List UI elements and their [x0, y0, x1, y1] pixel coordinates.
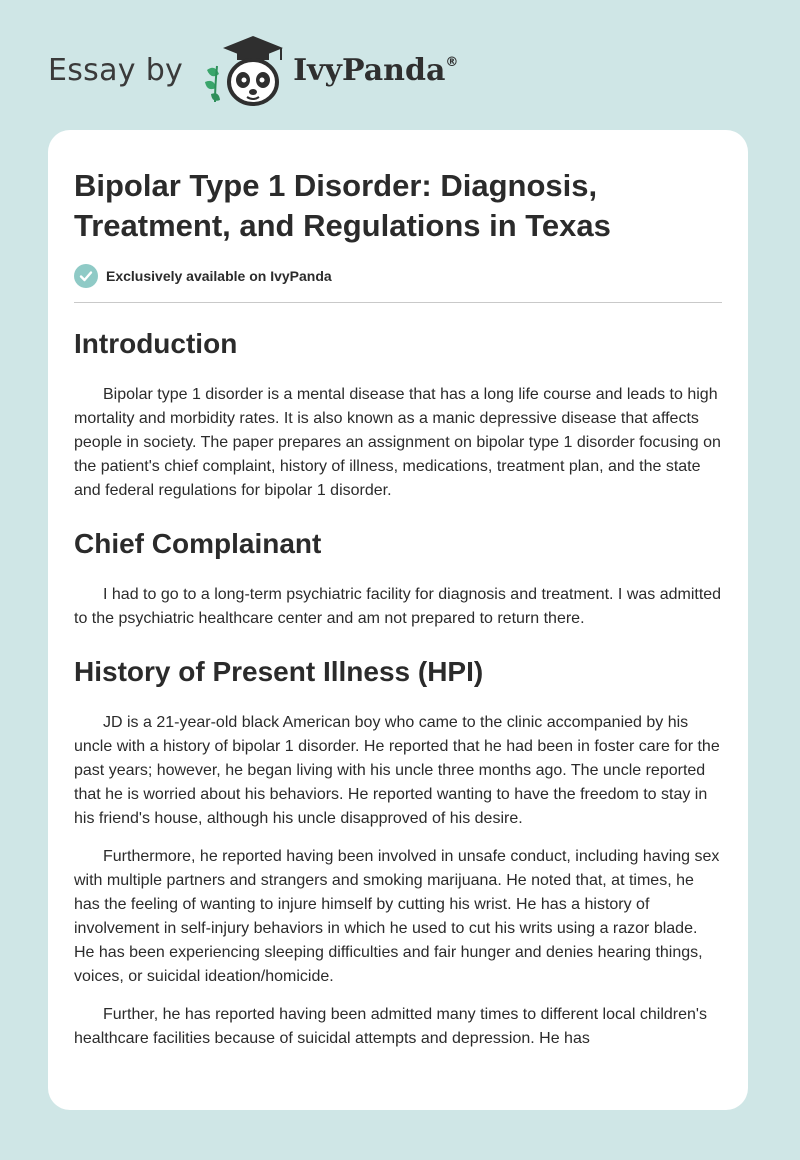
- essay-card: [48, 130, 748, 1110]
- paragraph: Furthermore, he reported having been involved in unsafe conduct, including having sex with multiple partners and strangers and smoking marijuana. He noted that, at times, he has the feeling of wanting to injure himself by cutting his wrist. He has a history of involvement in self-injury behaviors in which he used to cut his writs using a razor blade. He has been experiencing sleeping difficulties and fair hunger and denies hearing things, voices, or suicidal ideation/homicide.: [74, 848, 720, 985]
- registered-mark: ®: [445, 54, 459, 70]
- site-header: [48, 30, 458, 110]
- paragraph: Further, he has reported having been admitted many times to different local children's healthcare facilities because of suicidal attempts and depression. He has: [74, 1006, 707, 1047]
- exclusive-badge: [74, 264, 722, 303]
- paragraph: I had to go to a long-term psychiatric facility for diagnosis and treatment. I was admitted to the psychiatric healthcare center and am not prepared to return there.: [74, 586, 722, 627]
- paragraph: JD is a 21-year-old black American boy who came to the clinic accompanied by his uncle with a history of bipolar 1 disorder. He reported that he had been in foster care for the past years; however, he began living with his uncle three months ago. The uncle reported that he is worried about his behaviors. He reported wanting to have the freedom to stay in his friend's house, although his uncle disapproved of his desire.: [74, 714, 720, 827]
- checkmark-icon: [74, 264, 98, 288]
- essay-title: Bipolar Type 1 Disorder: Diagnosis, Treatment, and Regulations in Texas: [74, 168, 611, 243]
- brand-name: IvyPanda: [293, 52, 446, 88]
- essay-by-label: Essay by: [48, 52, 184, 88]
- section-heading-hpi: History of Present Illness (HPI): [74, 656, 484, 687]
- panda-logo-icon[interactable]: [197, 30, 289, 110]
- section-heading-introduction: Introduction: [74, 328, 238, 359]
- paragraph: Bipolar type 1 disorder is a mental disease that has a long life course and leads to high mortality and morbidity rates. It is also known as a manic depressive disease that affects people in society. The paper prepares an assignment on bipolar type 1 disorder focusing on the patient's chief complaint, history of illness, medications, treatment plan, and the state and federal regulations for bipolar 1 disorder.: [74, 386, 721, 499]
- exclusive-label: Exclusively available on IvyPanda: [106, 268, 332, 284]
- ivypanda-brand[interactable]: [293, 53, 458, 88]
- section-heading-chief-complainant: Chief Complainant: [74, 528, 322, 559]
